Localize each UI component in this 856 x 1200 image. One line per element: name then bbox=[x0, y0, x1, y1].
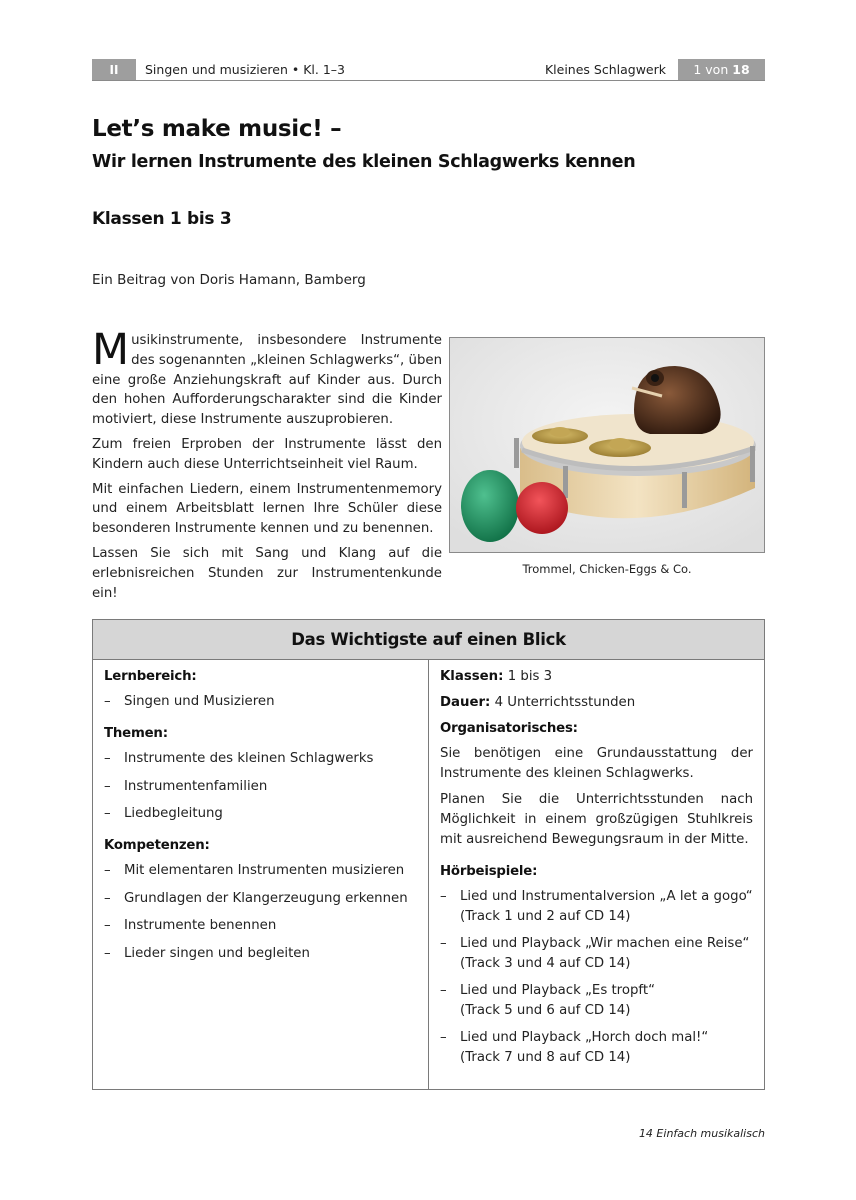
hoerbeispiele-list bbox=[440, 887, 753, 1068]
organisatorisches-paragraph-2: Planen Sie die Unterrichtsstunden nach Möglichkeit in einem großzügigen Stuhlkreis mit ausreichend Bewegungsraum in der Mitte. bbox=[440, 792, 753, 847]
summary-right-column bbox=[429, 660, 764, 1089]
dauer-row: Dauer: 4 Unterrichtsstunden bbox=[440, 695, 636, 710]
list-item: – Instrumente des kleinen Schlagwerks bbox=[104, 751, 374, 766]
grade-level-heading: Klassen 1 bis 3 bbox=[92, 209, 232, 229]
organisatorisches-paragraph-1: Sie benötigen eine Grundausstattung der Instrumente des kleinen Schlagwerks. bbox=[440, 746, 753, 781]
intro-paragraph-1: Musikinstrumente, insbesondere Instrumente des sogenannten „kleinen Schlagwerks“, üben eine große Anziehungskraft auf Kinder aus. Durch den hohen Aufforderungscharakter sind die Kinder motiviert, diese Instrumente auszuprobieren. bbox=[92, 325, 442, 428]
lernbereich-list bbox=[104, 692, 417, 712]
hoerbeispiele-label: Hörbeispiele: bbox=[440, 864, 538, 879]
intro-text bbox=[92, 325, 442, 608]
list-item: – Singen und Musizieren bbox=[104, 694, 275, 709]
topic-label: Kleines Schlagwerk bbox=[544, 62, 666, 77]
themen-list bbox=[104, 749, 417, 824]
list-item: – Lied und Playback „Es tropft“ (Track 5 und 6 auf CD 14) bbox=[440, 983, 655, 1018]
klassen-row: Klassen: 1 bis 3 bbox=[440, 669, 553, 684]
intro-paragraph-2: Zum freien Erproben der Instrumente lässt den Kindern auch diese Unterrichtseinheit viel Raum. bbox=[92, 436, 442, 472]
kompetenzen-list bbox=[104, 861, 417, 964]
list-item: – Lieder singen und begleiten bbox=[104, 945, 310, 961]
author-line: Ein Beitrag von Doris Hamann, Bamberg bbox=[92, 272, 366, 288]
intro-paragraph-4: Lassen Sie sich mit Sang und Klang auf die erlebnisreichen Stunden zur Instrumentenkunde ein! bbox=[92, 545, 442, 601]
intro-paragraph-3: Mit einfachen Liedern, einem Instrumentenmemory und einem Arbeitsblatt lernen Ihre Schüler diese besonderen Instrumente kennen und zu benennen. bbox=[92, 481, 442, 537]
lernbereich-label: Lernbereich: bbox=[104, 669, 197, 684]
page-footer: 14 Einfach musikalisch bbox=[638, 1127, 765, 1140]
list-item: – Liedbegleitung bbox=[104, 806, 223, 821]
list-item: – Grundlagen der Klangerzeugung erkennen bbox=[104, 890, 408, 906]
instrument-photo bbox=[449, 337, 765, 553]
organisatorisches-label: Organisatorisches: bbox=[440, 721, 578, 736]
themen-label: Themen: bbox=[104, 726, 168, 741]
list-item: – Lied und Playback „Wir machen eine Reise“ (Track 3 und 4 auf CD 14) bbox=[440, 936, 750, 971]
list-item: – Instrumentenfamilien bbox=[104, 778, 268, 794]
list-item: – Mit elementaren Instrumenten musizieren bbox=[104, 863, 405, 878]
list-item: – Lied und Instrumentalversion „A let a gogo“ (Track 1 und 2 auf CD 14) bbox=[440, 889, 753, 924]
photo-caption: Trommel, Chicken-Eggs & Co. bbox=[522, 562, 692, 576]
page-current: 1 bbox=[693, 62, 702, 77]
running-header bbox=[92, 59, 765, 81]
kompetenzen-label: Kompetenzen: bbox=[104, 838, 210, 853]
page-title: Let’s make music! – bbox=[92, 116, 342, 142]
summary-left-column bbox=[93, 660, 429, 1089]
summary-box bbox=[92, 619, 765, 1090]
breadcrumb: Singen und musizieren • Kl. 1–3 bbox=[145, 62, 345, 77]
drop-cap: M bbox=[92, 325, 130, 375]
page-total: 18 bbox=[732, 62, 750, 77]
list-item: – Instrumente benennen bbox=[104, 918, 277, 933]
page-subtitle: Wir lernen Instrumente des kleinen Schlagwerks kennen bbox=[92, 152, 636, 172]
summary-heading: Das Wichtigste auf einen Blick bbox=[93, 620, 764, 660]
page-separator: von bbox=[705, 62, 729, 77]
page-indicator bbox=[678, 59, 765, 80]
section-badge: II bbox=[92, 59, 136, 80]
list-item: – Lied und Playback „Horch doch mal!“ (Track 7 und 8 auf CD 14) bbox=[440, 1030, 709, 1065]
